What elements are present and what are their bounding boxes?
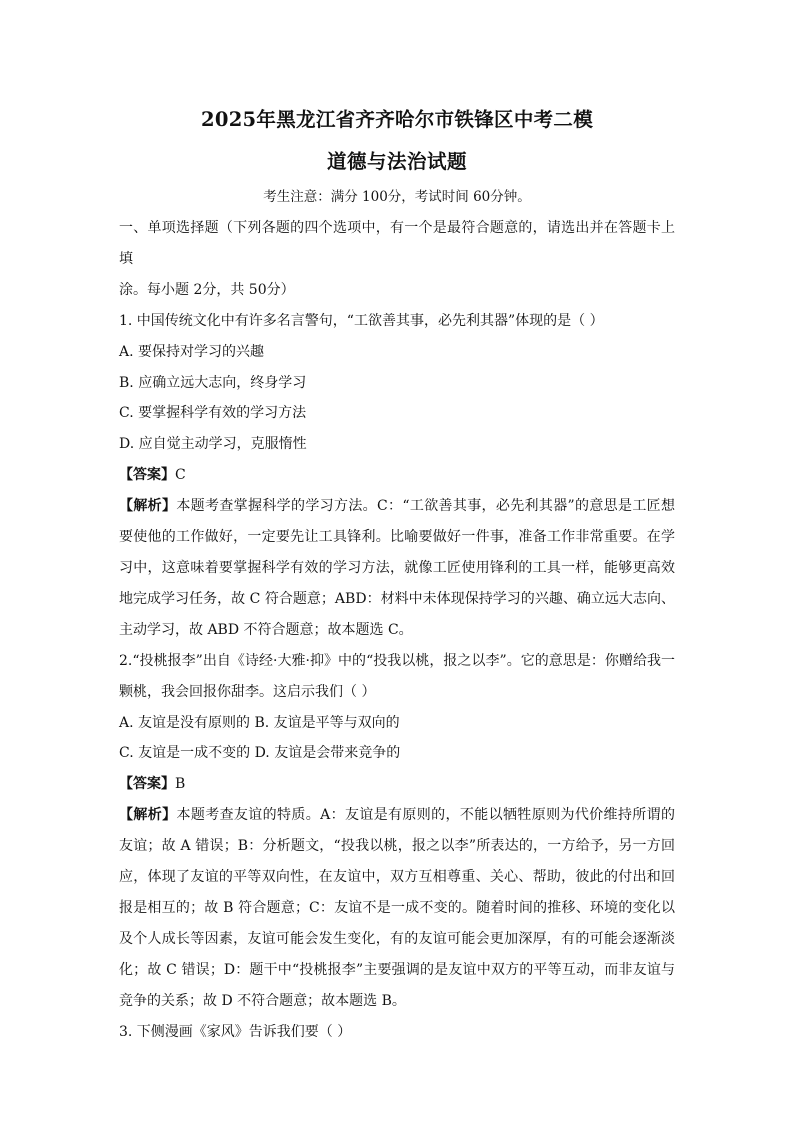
question-1-stem: 1. 中国传统文化中有许多名言警句，“工欲善其事，必先利其器”体现的是（ ）	[119, 312, 604, 329]
question-2-answer	[119, 769, 675, 800]
exam-notice: 考生注意：满分 100分，考试时间 60分钟。	[263, 189, 531, 205]
analysis-text: 本题考查友谊的特质。A：友谊是有原则的，不能以牺牲原则为代价维持所谓的友谊；故 A 错误；B：分析题文，“投我以桃，报之以李”所表达的，一方给予，另一方回应，体现了友谊的平等双向性，在友谊中，双方互相尊重、关心、帮助，彼此的付出和回报是相互的；故 B 符合题意；C：友谊不是一成不变的。随着时间的推移、环境的变化以及个人成长等因素，友谊可能会发生变化，有的友谊可能会更加深厚，有的可能会逐渐淡化；故 C 错误；D：题干中“投桃报李”主要强调的是友谊中双方的平等互动，而非友谊与竞争的关系；故 D 不符合题意；故本题选 B。	[119, 807, 676, 1009]
question-1-answer	[119, 460, 675, 491]
exam-title: 2025年黑龙江省齐齐哈尔市铁锋区中考二模	[200, 108, 594, 131]
question-2-analysis	[119, 800, 675, 1016]
answer-value: B	[175, 776, 186, 793]
analysis-tag: 【解析】	[119, 807, 177, 824]
exam-subject-title: 道德与法治试题	[326, 150, 467, 173]
question-2-stem: 2.“投桃报李”出自《诗经·大雅·抑》中的“投我以桃，报之以李”。它的意思是：你赠给我一颗桃，我会回报你甜李。这启示我们（ ）	[119, 652, 675, 700]
question-3-stem: 3. 下侧漫画《家风》告诉我们要（ ）	[119, 1023, 352, 1040]
analysis-text: 本题考查掌握科学的学习方法。C：“工欲善其事，必先利其器”的意思是工匠想要使他的工作做好，一定要先让工具锋利。比喻要做好一件事，准备工作非常重要。在学习中，这意味着要掌握科学有效的学习方法，就像工匠使用锋利的工具一样，能够更高效地完成学习任务，故 C 符合题意；ABD：材料中未体现保持学习的兴趣、确立远大志向、主动学习，故 ABD 不符合题意；故本题选 C。	[119, 498, 676, 638]
question-1-option-b: B. 应确立远大志向，终身学习	[119, 374, 307, 391]
section-heading-line1: 一、单项选择题（下列各题的四个选项中，有一个是最符合题意的，请选出并在答题卡上填	[119, 220, 675, 267]
question-1-option-c: C. 要掌握科学有效的学习方法	[119, 405, 307, 422]
answer-tag: 【答案】	[119, 467, 175, 484]
analysis-tag: 【解析】	[119, 498, 177, 515]
question-2-options-line2: C. 友谊是一成不变的 D. 友谊是会带来竞争的	[119, 745, 401, 762]
question-1-option-a: A. 要保持对学习的兴趣	[119, 343, 265, 360]
exam-body	[119, 213, 675, 1047]
question-1-analysis	[119, 491, 675, 646]
section-heading-line2: 涂。每小题 2分，共 50分）	[119, 281, 295, 298]
question-1-option-d: D. 应自觉主动学习，克服惰性	[119, 436, 307, 453]
answer-tag: 【答案】	[119, 776, 175, 793]
question-2-options-line1: A. 友谊是没有原则的 B. 友谊是平等与双向的	[119, 714, 400, 731]
answer-value: C	[175, 467, 186, 484]
